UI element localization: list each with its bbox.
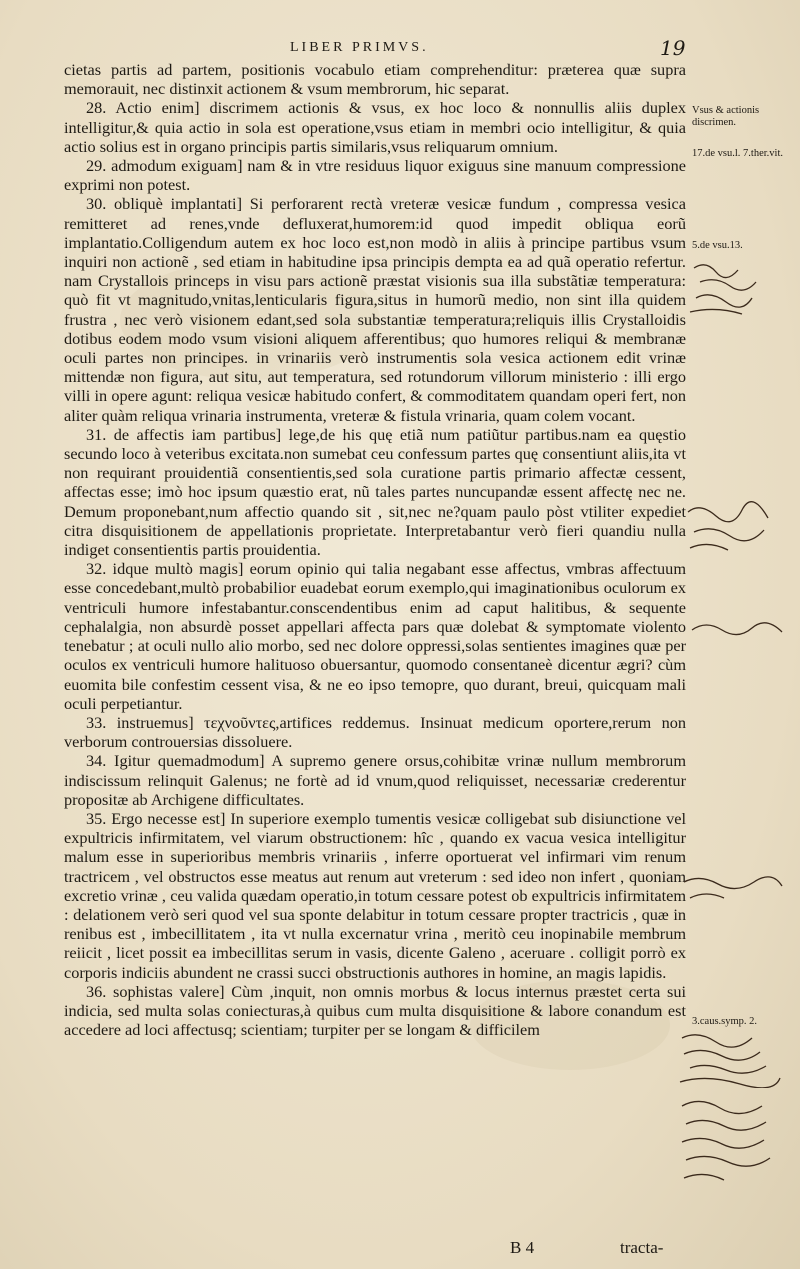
paragraph-30: 30. obliquè implantati] Si perforarent rectà vreteræ vesicæ fundum , compressa vesica remitteret ad renes,vnde defluxerat,humorem:id quod impedit obliqua eorũ implantatio.Colligendum autem ex hoc loco est,non modò in aliis à principe partibus vsum inquiri non actionẽ , sed etiam in habitudine ipsa principis dempta ea ad quã operatio refertur. nam Crystallois princeps in visu pars actionẽ præstat visionis sua illa substãtiæ temperatura: quò fit vt magnitudo,vnitas,lenticularis figura,situs in humorũ medio, non sint illa quidem frustra , nec verò visionem edant,sed sola substantiæ temperatura;reliquis illis Crystalloidis dotibus eodem modo vsum visioni aliquem afferentibus; quo humores reliqui & membranæ oculi partes non principes. in vrinariis verò instrumentis sola vesica actionem edit vrinæ mittendæ non figura, aut situ, aut temperatura, sed rotundorum villorum ministerio : illi ergo villi in opere agunt: reliqua vesicæ habitudo confert, & commoditatem quandam operi fert, non aliter quàm reliqua vrinaria instrumenta, vreteræ & fistula vrinaria, quam colem vocant. bbox=[64, 194, 686, 425]
signature-mark: B 4 bbox=[510, 1238, 535, 1257]
handwritten-annotation bbox=[686, 258, 786, 320]
paragraph-continuation: cietas partis ad partem, positionis vocabulo etiam comprehenditur: præterea quæ supra memorauit, nec distinxit actionem & vsum membrorum, hic separat. bbox=[64, 60, 686, 99]
page-footer bbox=[0, 1240, 800, 1264]
paragraph-35: 35. Ergo necesse est] In superiore exemplo tumentis vesicæ colligebat sub disiunctione vel expultricis infirmitatem, vel viarum obstructionem: hîc , quando ex vacua vesica intelligitur malum esse in superioribus membris vrinariis , inferre oportuerat vel infirmari vim renum tractricem , vel obstructos esse meatus aut renum aut vreterum : sed ideo non infert , quoniam excretio vrinæ , ceu valida quædam operatio,in totum cessare potest ob expultricis infirmitatem : delationem verò seri quod vel sua sponte delabitur in totum cessare propter tractricis , quæ in renibus est , imbecillitatem , ita vt nulla excernatur vrina , meritò ceu inopinabile membrum reiicit , licet possit ea imbecillitas serum in vasis, dicente Galeno , aceruare . colligit porrò ex corporis indiciis abundent ne crassi succi obstructionis authores in homine, an magis lapidis. bbox=[64, 808, 686, 982]
catchword: tracta- bbox=[620, 1238, 664, 1257]
paragraph-31: 31. de affectis iam partibus] lege,de his quę etiã num patiũtur partibus.nam ea quęstio secundo loco à veteribus excitata.non sumebat ceu confessum partes quę consentiunt aliis,ita vt non requirant prouidentiã consentientis,sed sola curatione partis primario affectæ cessent, affectas esse; imò hoc ipsum quæstio erat, nũ tales partes nuncupandæ essent affectę nec ne. Demum proponebant,num affectio quando sit , sit,nec ne?quam paulo pòst vtiliter expediet citra disquisitionem de appellationis proprietate. Interpretabantur verò fieri quandiu nulla indiget consentientis partis prouidentia. bbox=[64, 424, 686, 560]
margin-note-vsus: Vsus & actionis discrimen. bbox=[692, 105, 760, 128]
running-title: LIBER PRIMVS. bbox=[290, 40, 429, 55]
handwritten-annotation bbox=[680, 872, 788, 904]
paragraph-34: 34. Igitur quemadmodum] A supremo genere orsus,cohibitæ vrinæ nullum membrorum indiscissum relinquit Galenus; ne fortè ad id vnum,quod reliquisset, necessariæ crederentur propositæ ab Archigene difficultates. bbox=[64, 751, 686, 809]
margin-note-reference: 3.caus.symp. 2. bbox=[692, 1016, 758, 1027]
handwritten-annotation bbox=[688, 616, 788, 640]
handwritten-annotation bbox=[682, 500, 786, 556]
paragraph-29: 29. admodum exiguam] nam & in vtre residuus liquor exiguus sine manuum compressione exprimi non potest. bbox=[64, 156, 686, 195]
handwritten-annotation bbox=[676, 1096, 788, 1192]
page-number: 19 bbox=[660, 36, 686, 60]
paragraph-32: 32. idque multò magis] eorum opinio qui talia negabant esse affectus, vmbras affectuum esse concedebant,multò probabilior euadebat eorum exemplo,qui imaginationibus oculorum ex ventriculi humore infestabantur.conscendentibus enim ad caput halitibus, & sequente cephalalgia, non absurdè posset appellari affecta pars quæ dolebat & symptomate violento tenebatur ; at oculi nullo alio morbo, sed nec dolore oppressi,solas sentientes imagines quæ per oculos ex ventriculi humore halituoso obuersantur, quomodo consentaneè dicentur ægri? cùm euomita bile confestim cessent visa, & ne eo ipso temopre, quo durant, breui, quicquam mali oculi perpetiantur. bbox=[64, 559, 686, 713]
commentary-text bbox=[64, 60, 686, 1039]
margin-note-reference: 17.de vsu.l. 7.ther.vit. bbox=[692, 148, 783, 159]
paragraph-36: 36. sophistas valere] Cùm ,inquit, non omnis morbus & locus internus præstet certa sui indicia, sed multa solas coniecturas,à quibus cum multa disquisitione & labore conandum est accedere ad loci affectusq; scientiam; turpiter per se longam & difficilem bbox=[64, 981, 686, 1040]
margin-note-reference: 5.de vsu.13. bbox=[692, 240, 743, 251]
paragraph-33: 33. instruemus] τεχνοῦντες,artifices reddemus. Insinuat medicum oportere,rerum non verborum controuersias dissoluere. bbox=[64, 712, 686, 752]
paragraph-28: 28. Actio enim] discrimem actionis & vsus, ex hoc loco & nonnullis aliis duplex intelligitur,& quia actio in sola est operatione,vsus etiam in membri ocio intelligitur, & quia actio solius est in organo principis partis similaris,vsus reliquarum omnium. bbox=[64, 98, 686, 156]
handwritten-annotation bbox=[676, 1028, 788, 1088]
